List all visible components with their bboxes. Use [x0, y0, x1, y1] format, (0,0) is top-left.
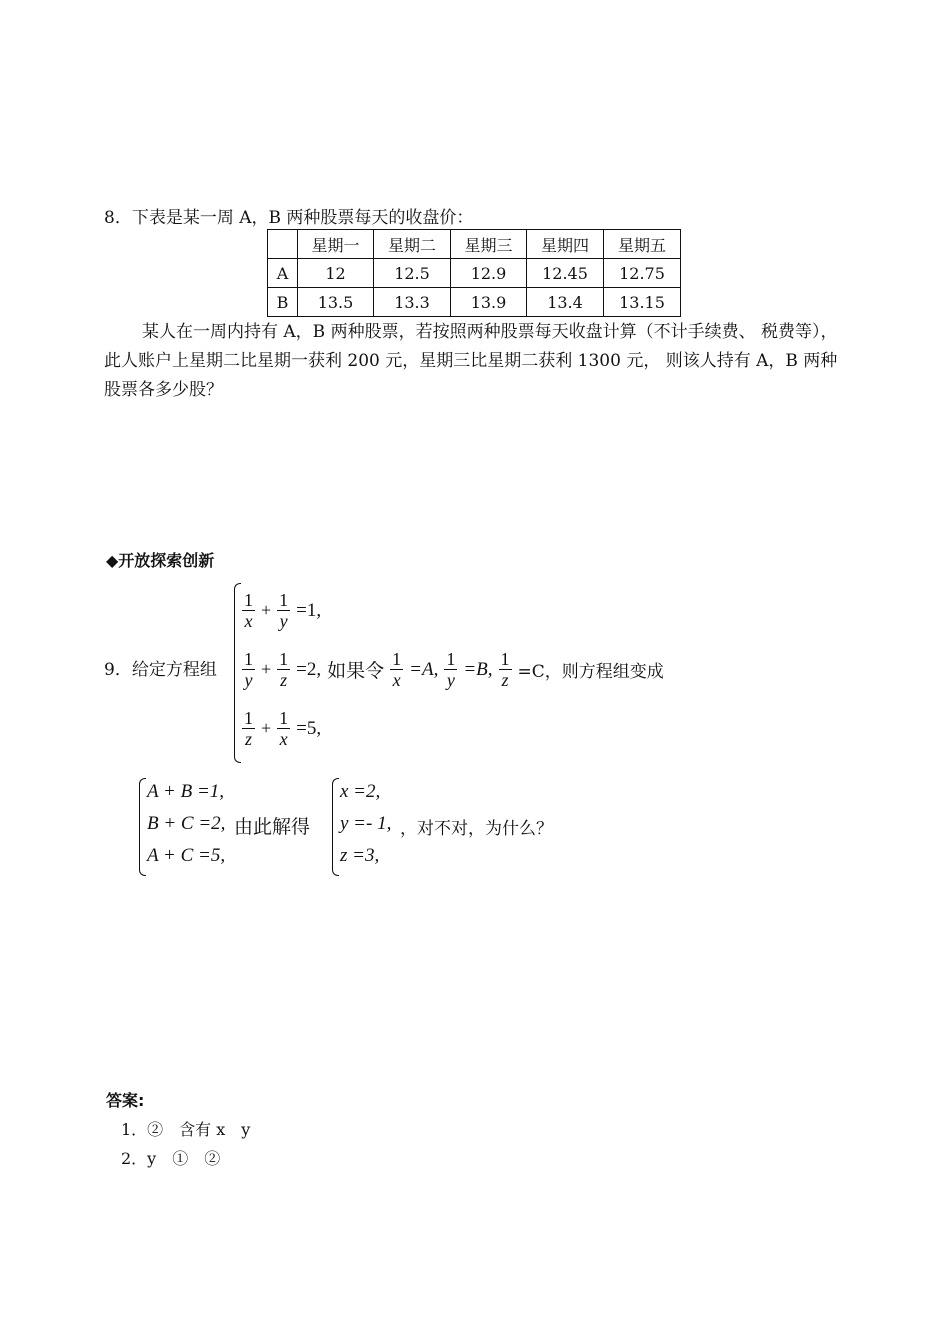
left-brace-system-3 [332, 778, 339, 876]
fraction: $\frac{1}{x}$ [392, 649, 402, 690]
table-cell: 13.5 [298, 288, 374, 317]
fraction: $\frac{1}{y}$ [279, 590, 289, 631]
if-let-text: 如果令 [327, 660, 385, 682]
table-header-cell: 星期一 [298, 230, 374, 259]
table-cell: 12.5 [374, 259, 451, 288]
table-cell: 12.9 [451, 259, 527, 288]
solved-text: 由此解得 [234, 816, 311, 838]
table-cell: 12 [298, 259, 374, 288]
fraction: $\frac{1}{x}$ [244, 590, 253, 631]
system-2-line-1: A + B =1, [147, 781, 225, 802]
table-header-cell: 星期四 [527, 230, 604, 259]
system-2-line-3: A + C =5, [147, 845, 226, 866]
equation-2: $\frac{1}{y}$ + $\frac{1}{z}$ =2, 如果令 $\frac{1}{x}$ =A, $\frac{1}{y}$ =B, $\frac{1}{z}$ =C，则方程组变成 [244, 649, 664, 690]
solution-line-3: z =3, [340, 845, 380, 866]
fraction: $\frac{1}{y}$ [446, 649, 456, 690]
table-header-cell [268, 230, 298, 259]
solution-line-2: y =- 1, [340, 813, 392, 834]
fraction: $\frac{1}{x}$ [279, 708, 289, 749]
answers-title: 答案: [106, 1091, 145, 1110]
table-cell: 12.45 [527, 259, 604, 288]
left-brace-system-1 [234, 583, 241, 763]
table-cell: 12.75 [604, 259, 681, 288]
answer-line-1: 1．② 含有 x y [121, 1120, 251, 1139]
table-cell: 13.3 [374, 288, 451, 317]
question-8-body-text: 某人在一周内持有 A，B 两种股票，若按照两种股票每天收盘计算（不计手续费、 税费等），此人账户上星期二比星期一获利 200 元，星期三比星期二获利 1300 元， 则该人持有 A，B 两种股票各多少股？ [104, 322, 838, 400]
table-cell: 13.4 [527, 288, 604, 317]
equation-1: $\frac{1}{x}$ + $\frac{1}{y}$ =1, [244, 590, 322, 631]
equation-3: $\frac{1}{z}$ + $\frac{1}{x}$ =5, [244, 708, 322, 749]
fraction: $\frac{1}{z}$ [500, 649, 510, 690]
table-header-cell: 星期二 [374, 230, 451, 259]
fraction: $\frac{1}{z}$ [244, 708, 253, 749]
table-row [268, 259, 681, 288]
answer-line-2: 2．y ① ② [121, 1149, 221, 1168]
table-cell: 13.15 [604, 288, 681, 317]
question-9-lead: 9．给定方程组 [104, 660, 217, 680]
section-title: ◆开放探索创新 [106, 551, 215, 570]
left-brace-system-2 [139, 778, 146, 876]
table-header-cell: 星期三 [451, 230, 527, 259]
table-cell: A [268, 259, 298, 288]
fraction: $\frac{1}{y}$ [244, 649, 253, 690]
table-header-cell: 星期五 [604, 230, 681, 259]
question-8-body [104, 318, 850, 405]
question-8-title: 8．下表是某一周 A，B 两种股票每天的收盘价： [104, 208, 474, 228]
fraction: $\frac{1}{z}$ [279, 649, 289, 690]
table-cell: B [268, 288, 298, 317]
table-header-row [268, 230, 681, 259]
question-9-tail: ，对不对，为什么？ [400, 819, 553, 839]
stock-price-table [267, 229, 681, 317]
system-2-line-2: B + C =2, [147, 813, 226, 834]
solution-line-1: x =2, [340, 781, 381, 802]
table-cell: 13.9 [451, 288, 527, 317]
table-row [268, 288, 681, 317]
